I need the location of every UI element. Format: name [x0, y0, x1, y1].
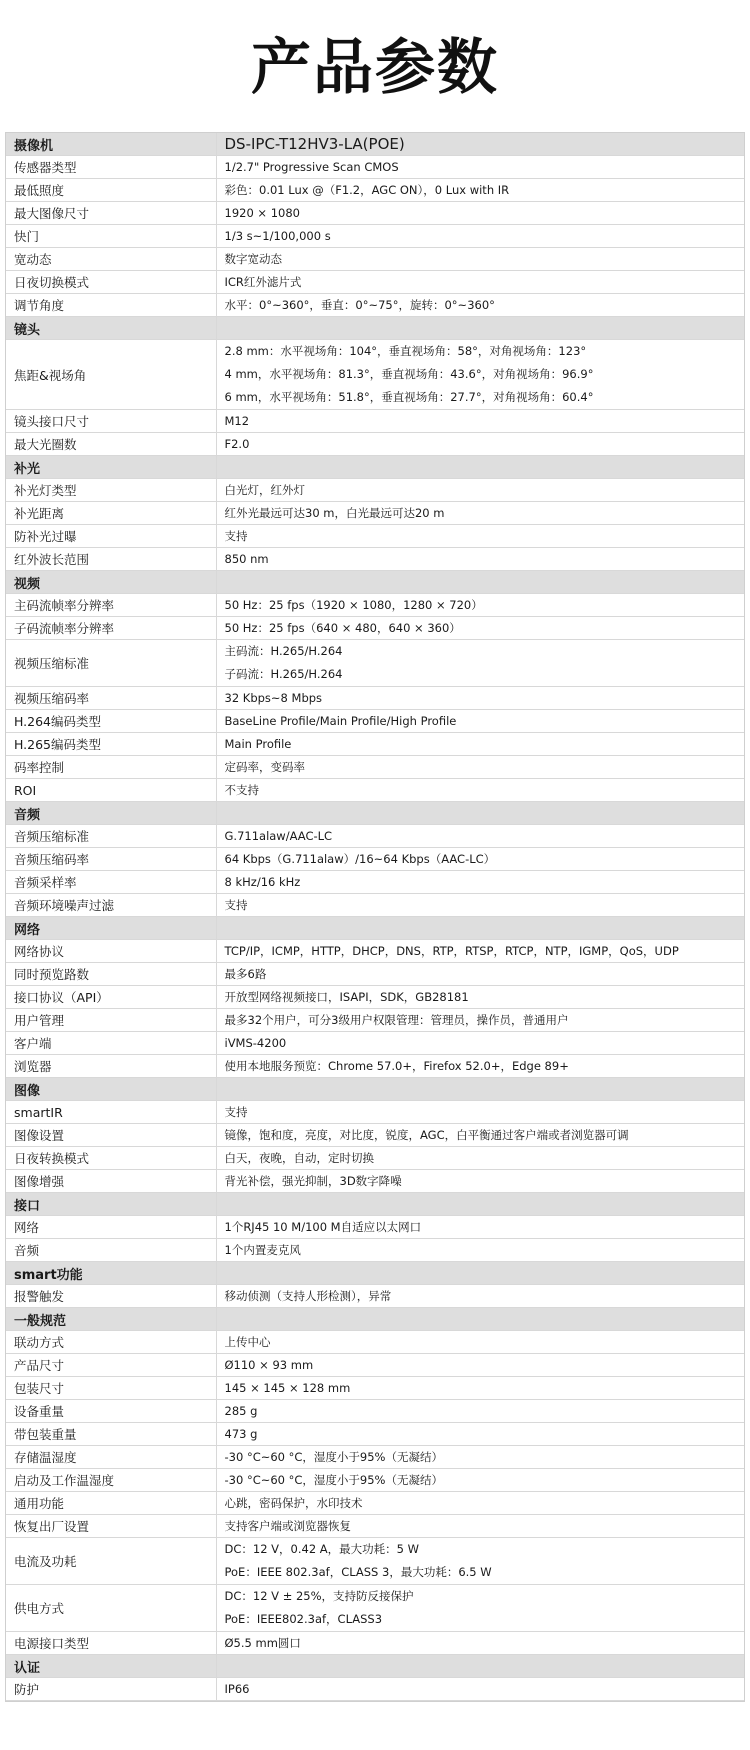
table-row — [6, 1285, 744, 1308]
table-row — [6, 1538, 744, 1585]
value-line: PoE：IEEE 802.3af，CLASS 3，最大功耗：6.5 W — [224, 1565, 492, 1579]
value-line: 285 g — [224, 1404, 258, 1418]
value-line: 50 Hz：25 fps（640 × 480，640 × 360） — [224, 621, 461, 635]
value-line: 最多6路 — [224, 967, 267, 981]
row-value — [216, 1147, 744, 1170]
value-line: 不支持 — [224, 783, 259, 797]
row-value — [216, 1331, 744, 1354]
section-header — [6, 1193, 744, 1216]
section-value — [216, 1655, 744, 1678]
row-label: 启动及工作温湿度 — [6, 1469, 216, 1492]
row-label: 音频压缩码率 — [6, 848, 216, 871]
table-row — [6, 940, 744, 963]
table-row — [6, 271, 744, 294]
value-line: PoE：IEEE802.3af，CLASS3 — [224, 1612, 383, 1626]
table-row — [6, 1124, 744, 1147]
table-row — [6, 410, 744, 433]
value-line: 开放型网络视频接口，ISAPI，SDK，GB28181 — [224, 990, 469, 1004]
row-label: 通用功能 — [6, 1492, 216, 1515]
row-value — [216, 779, 744, 802]
row-label: 调节角度 — [6, 294, 216, 317]
row-label: 电源接口类型 — [6, 1632, 216, 1655]
row-label: 传感器类型 — [6, 156, 216, 179]
row-label: 防护 — [6, 1678, 216, 1701]
table-row — [6, 479, 744, 502]
value-line: 1920 × 1080 — [224, 206, 300, 220]
section-header — [6, 317, 744, 340]
section-title: 补光 — [6, 456, 216, 479]
section-value — [216, 571, 744, 594]
table-row — [6, 1469, 744, 1492]
row-value — [216, 963, 744, 986]
row-value — [216, 1538, 744, 1585]
row-value — [216, 986, 744, 1009]
row-value — [216, 1678, 744, 1701]
row-value — [216, 1009, 744, 1032]
table-row — [6, 225, 744, 248]
row-label: 供电方式 — [6, 1585, 216, 1632]
row-value — [216, 687, 744, 710]
table-row — [6, 986, 744, 1009]
table-row — [6, 825, 744, 848]
section-value — [216, 917, 744, 940]
section-header — [6, 1078, 744, 1101]
row-value — [216, 1492, 744, 1515]
row-label: 补光距离 — [6, 502, 216, 525]
row-value — [216, 640, 744, 687]
row-label: 带包装重量 — [6, 1423, 216, 1446]
value-line: 64 Kbps（G.711alaw）/16~64 Kbps（AAC-LC） — [224, 852, 496, 866]
row-label: 网络 — [6, 1216, 216, 1239]
section-value — [216, 1078, 744, 1101]
row-label: 红外波长范围 — [6, 548, 216, 571]
row-label: 客户端 — [6, 1032, 216, 1055]
row-value — [216, 871, 744, 894]
table-row — [6, 1585, 744, 1632]
row-value — [216, 1032, 744, 1055]
value-line: 支持客户端或浏览器恢复 — [224, 1519, 351, 1533]
table-row — [6, 894, 744, 917]
section-header — [6, 1262, 744, 1285]
value-line: iVMS-4200 — [224, 1036, 287, 1050]
row-value — [216, 410, 744, 433]
row-value — [216, 1446, 744, 1469]
table-row — [6, 594, 744, 617]
value-line: M12 — [224, 414, 250, 428]
table-row — [6, 1678, 744, 1701]
table-row — [6, 1377, 744, 1400]
row-label: 网络协议 — [6, 940, 216, 963]
row-value — [216, 1585, 744, 1632]
row-value — [216, 1170, 744, 1193]
table-row — [6, 294, 744, 317]
value-line: DC：12 V，0.42 A，最大功耗：5 W — [224, 1542, 420, 1556]
section-value — [216, 802, 744, 825]
row-value — [216, 294, 744, 317]
value-line: -30 °C~60 °C，湿度小于95%（无凝结） — [224, 1450, 443, 1464]
row-value — [216, 1101, 744, 1124]
section-header — [6, 917, 744, 940]
row-value — [216, 271, 744, 294]
table-row — [6, 1492, 744, 1515]
table-row — [6, 548, 744, 571]
section-title: 图像 — [6, 1078, 216, 1101]
table-row — [6, 687, 744, 710]
value-line: 1/2.7" Progressive Scan CMOS — [224, 160, 399, 174]
value-line: Ø5.5 mm圆口 — [224, 1636, 301, 1650]
row-label: 图像增强 — [6, 1170, 216, 1193]
row-value — [216, 433, 744, 456]
value-line: 彩色：0.01 Lux @（F1.2，AGC ON），0 Lux with IR — [224, 183, 510, 197]
row-label: 子码流帧率分辨率 — [6, 617, 216, 640]
row-value — [216, 479, 744, 502]
row-value — [216, 225, 744, 248]
row-label: 镜头接口尺寸 — [6, 410, 216, 433]
table-row — [6, 733, 744, 756]
row-value — [216, 340, 744, 410]
table-row — [6, 502, 744, 525]
value-line: TCP/IP，ICMP，HTTP，DHCP，DNS，RTP，RTSP，RTCP，NTP，IGMP，QoS，UDP — [224, 944, 679, 958]
value-line: 红外光最远可达30 m，白光最远可达20 m — [224, 506, 445, 520]
value-line: 水平：0°~360°，垂直：0°~75°，旋转：0°~360° — [224, 298, 495, 312]
section-title: 音频 — [6, 802, 216, 825]
spec-table — [6, 133, 744, 1701]
row-label: 防补光过曝 — [6, 525, 216, 548]
value-line: 473 g — [224, 1427, 258, 1441]
table-row — [6, 1170, 744, 1193]
row-label: 产品尺寸 — [6, 1354, 216, 1377]
section-title: 视频 — [6, 571, 216, 594]
value-line: 1个RJ45 10 M/100 M自适应以太网口 — [224, 1220, 422, 1234]
row-label: 主码流帧率分辨率 — [6, 594, 216, 617]
section-header — [6, 802, 744, 825]
row-label: 焦距&视场角 — [6, 340, 216, 410]
value-line: ICR红外滤片式 — [224, 275, 302, 289]
row-label: 音频压缩标准 — [6, 825, 216, 848]
value-line: 50 Hz：25 fps（1920 × 1080，1280 × 720） — [224, 598, 483, 612]
section-value — [216, 1308, 744, 1331]
section-title: 摄像机 — [6, 133, 216, 156]
section-value — [216, 1193, 744, 1216]
row-label: 日夜切换模式 — [6, 271, 216, 294]
row-label: 音频 — [6, 1239, 216, 1262]
row-label: 包装尺寸 — [6, 1377, 216, 1400]
value-line: 主码流：H.265/H.264 — [224, 644, 343, 658]
table-row — [6, 1632, 744, 1655]
table-row — [6, 1147, 744, 1170]
row-label: 设备重量 — [6, 1400, 216, 1423]
row-value — [216, 1216, 744, 1239]
value-line: 数字宽动态 — [224, 252, 282, 266]
row-value — [216, 248, 744, 271]
section-header — [6, 456, 744, 479]
value-line: IP66 — [224, 1682, 250, 1696]
value-line: 2.8 mm：水平视场角：104°，垂直视场角：58°，对角视场角：123° — [224, 344, 587, 358]
value-line: 支持 — [224, 1105, 248, 1119]
table-row — [6, 156, 744, 179]
table-row — [6, 640, 744, 687]
value-line: DC：12 V ± 25%，支持防反接保护 — [224, 1589, 414, 1603]
table-row — [6, 1446, 744, 1469]
table-row — [6, 848, 744, 871]
section-header — [6, 1308, 744, 1331]
row-value — [216, 548, 744, 571]
table-row — [6, 525, 744, 548]
row-label: 最大图像尺寸 — [6, 202, 216, 225]
table-row — [6, 340, 744, 410]
row-value — [216, 1055, 744, 1078]
row-value — [216, 1515, 744, 1538]
value-line: 支持 — [224, 529, 248, 543]
value-line: 6 mm，水平视场角：51.8°，垂直视场角：27.7°，对角视场角：60.4° — [224, 390, 594, 404]
value-line: Ø110 × 93 mm — [224, 1358, 314, 1372]
value-line: 1个内置麦克风 — [224, 1243, 301, 1257]
row-value — [216, 756, 744, 779]
value-line: 移动侦测（支持人形检测），异常 — [224, 1289, 392, 1303]
value-line: 使用本地服务预览：Chrome 57.0+，Firefox 52.0+，Edge 89+ — [224, 1059, 569, 1073]
table-row — [6, 756, 744, 779]
table-row — [6, 248, 744, 271]
row-value — [216, 1377, 744, 1400]
table-row — [6, 433, 744, 456]
value-line: 4 mm，水平视场角：81.3°，垂直视场角：43.6°，对角视场角：96.9° — [224, 367, 594, 381]
row-value — [216, 1239, 744, 1262]
section-title: 镜头 — [6, 317, 216, 340]
row-label: ROI — [6, 779, 216, 802]
table-row — [6, 1239, 744, 1262]
row-value — [216, 617, 744, 640]
value-line: 850 nm — [224, 552, 269, 566]
row-value — [216, 1632, 744, 1655]
row-value — [216, 202, 744, 225]
table-row — [6, 179, 744, 202]
row-label: 联动方式 — [6, 1331, 216, 1354]
section-title: 认证 — [6, 1655, 216, 1678]
row-label: 同时预览路数 — [6, 963, 216, 986]
row-value — [216, 502, 744, 525]
row-value — [216, 710, 744, 733]
row-value — [216, 1400, 744, 1423]
table-row — [6, 1101, 744, 1124]
table-row — [6, 1055, 744, 1078]
table-row — [6, 1331, 744, 1354]
row-label: 最大光圈数 — [6, 433, 216, 456]
row-label: 恢复出厂设置 — [6, 1515, 216, 1538]
table-row — [6, 710, 744, 733]
row-label: 视频压缩标准 — [6, 640, 216, 687]
table-row — [6, 202, 744, 225]
value-line: -30 °C~60 °C，湿度小于95%（无凝结） — [224, 1473, 443, 1487]
row-label: 音频采样率 — [6, 871, 216, 894]
table-row — [6, 1009, 744, 1032]
row-label: H.265编码类型 — [6, 733, 216, 756]
table-row — [6, 779, 744, 802]
section-title: 一般规范 — [6, 1308, 216, 1331]
table-row — [6, 617, 744, 640]
value-line: 8 kHz/16 kHz — [224, 875, 301, 889]
row-value — [216, 1354, 744, 1377]
row-value — [216, 525, 744, 548]
value-line: 背光补偿，强光抑制，3D数字降噪 — [224, 1174, 402, 1188]
value-line: 145 × 145 × 128 mm — [224, 1381, 351, 1395]
table-row — [6, 1515, 744, 1538]
table-row — [6, 1032, 744, 1055]
row-label: 浏览器 — [6, 1055, 216, 1078]
value-line: 最多32个用户，可分3级用户权限管理：管理员，操作员，普通用户 — [224, 1013, 569, 1027]
value-line: 支持 — [224, 898, 248, 912]
row-value — [216, 179, 744, 202]
value-line: 1/3 s~1/100,000 s — [224, 229, 331, 243]
value-line: 白光灯，红外灯 — [224, 483, 305, 497]
section-value — [216, 456, 744, 479]
row-label: H.264编码类型 — [6, 710, 216, 733]
section-header — [6, 1655, 744, 1678]
value-line: G.711alaw/AAC-LC — [224, 829, 333, 843]
section-title: 接口 — [6, 1193, 216, 1216]
row-value — [216, 156, 744, 179]
row-label: 接口协议（API） — [6, 986, 216, 1009]
value-line: 子码流：H.265/H.264 — [224, 667, 343, 681]
row-label: 宽动态 — [6, 248, 216, 271]
section-value: DS-IPC-T12HV3-LA(POE) — [216, 133, 744, 156]
row-label: 报警触发 — [6, 1285, 216, 1308]
row-label: 视频压缩码率 — [6, 687, 216, 710]
section-title: 网络 — [6, 917, 216, 940]
value-line: Main Profile — [224, 737, 292, 751]
row-label: 最低照度 — [6, 179, 216, 202]
row-value — [216, 825, 744, 848]
section-header — [6, 133, 744, 156]
row-label: 补光灯类型 — [6, 479, 216, 502]
section-value — [216, 1262, 744, 1285]
row-label: 电流及功耗 — [6, 1538, 216, 1585]
table-row — [6, 1216, 744, 1239]
row-value — [216, 733, 744, 756]
table-row — [6, 1423, 744, 1446]
table-row — [6, 1354, 744, 1377]
row-value — [216, 1469, 744, 1492]
row-label: smartIR — [6, 1101, 216, 1124]
value-line: 上传中心 — [224, 1335, 271, 1349]
row-value — [216, 894, 744, 917]
row-label: 存储温湿度 — [6, 1446, 216, 1469]
section-header — [6, 571, 744, 594]
row-value — [216, 1423, 744, 1446]
value-line: 镜像，饱和度，亮度，对比度，锐度，AGC，白平衡通过客户端或者浏览器可调 — [224, 1128, 629, 1142]
table-row — [6, 871, 744, 894]
row-label: 快门 — [6, 225, 216, 248]
row-value — [216, 594, 744, 617]
row-value — [216, 848, 744, 871]
value-line: 心跳，密码保护，水印技术 — [224, 1496, 363, 1510]
row-label: 日夜转换模式 — [6, 1147, 216, 1170]
value-line: BaseLine Profile/Main Profile/High Profile — [224, 714, 457, 728]
section-title: smart功能 — [6, 1262, 216, 1285]
row-value — [216, 1124, 744, 1147]
table-row — [6, 1400, 744, 1423]
row-value — [216, 940, 744, 963]
value-line: 定码率，变码率 — [224, 760, 305, 774]
value-line: F2.0 — [224, 437, 250, 451]
value-line: 白天，夜晚，自动，定时切换 — [224, 1151, 374, 1165]
value-line: 32 Kbps~8 Mbps — [224, 691, 323, 705]
row-label: 图像设置 — [6, 1124, 216, 1147]
row-value — [216, 1285, 744, 1308]
section-value — [216, 317, 744, 340]
table-row — [6, 963, 744, 986]
page-title: 产品参数 — [251, 33, 499, 103]
row-label: 用户管理 — [6, 1009, 216, 1032]
row-label: 音频环境噪声过滤 — [6, 894, 216, 917]
row-label: 码率控制 — [6, 756, 216, 779]
